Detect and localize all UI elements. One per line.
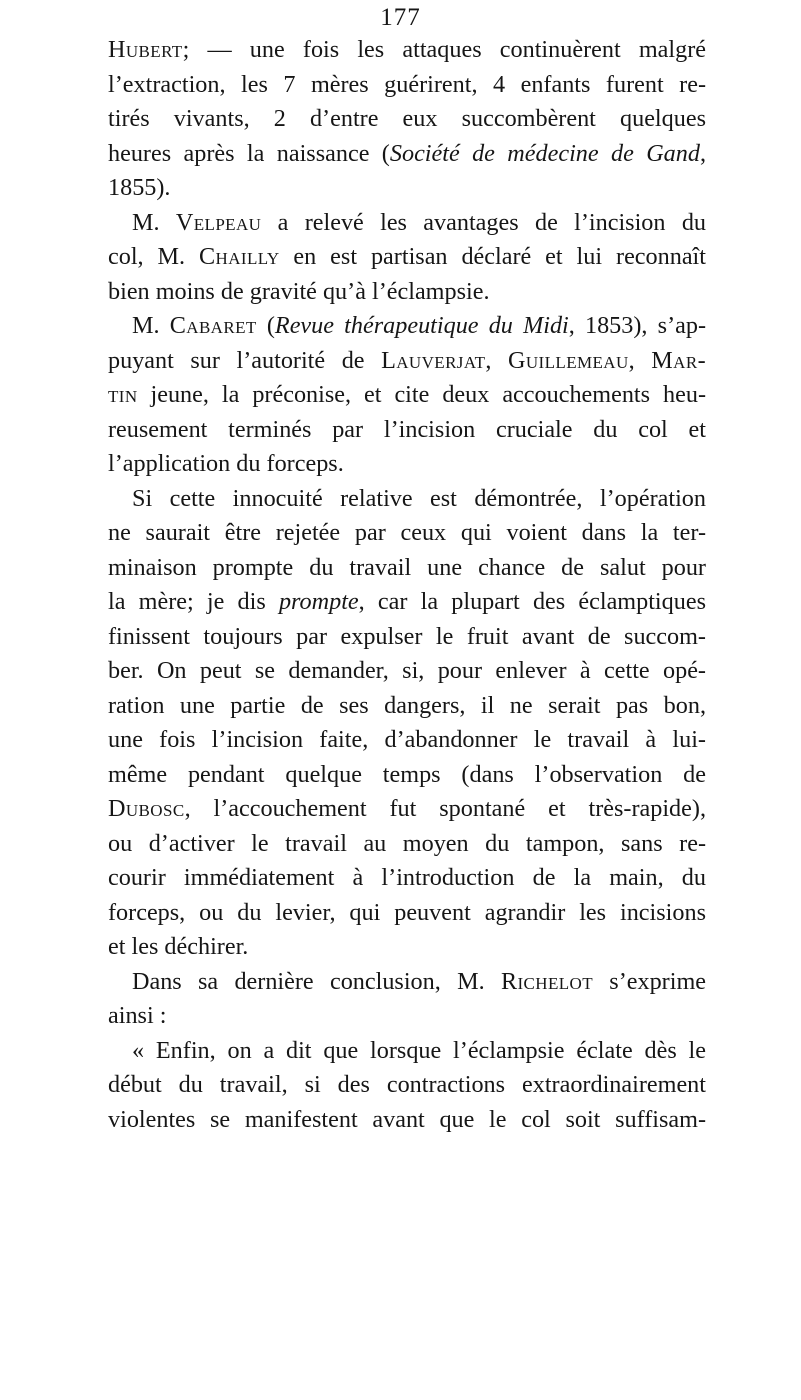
text-line: forceps, ou du levier, qui peuvent agrandir les incisions: [108, 898, 706, 926]
text-line: même pendant quelque temps (dans l’observation de: [108, 760, 706, 788]
text-line: Dubosc, l’accouchement fut spontané et très-rapide),: [108, 795, 706, 822]
text-line: violentes se manifestent avant que le col soit suffisam-: [108, 1105, 706, 1133]
text-line: tin jeune, la préconise, et cite deux accouchements heu-: [108, 381, 706, 408]
journal-title: Société de médecine de Gand: [389, 139, 700, 167]
text-line: col, M. Chailly en est partisan déclaré et lui reconnaît: [108, 243, 706, 270]
text-line: ration une partie de ses dangers, il ne serait pas bon,: [108, 691, 706, 719]
author-name: tin: [108, 381, 138, 408]
text-line: Hubert; — une fois les attaques continuèrent malgré: [108, 36, 706, 63]
paragraph-start-line: Dans sa dernière conclusion, M. Richelot s’exprime: [132, 967, 706, 995]
author-name: Mar-: [651, 346, 707, 374]
text-line: ou d’activer le travail au moyen du tampon, sans re-: [108, 829, 706, 857]
paragraph-start-line: Si cette innocuité relative est démontrée, l’opération: [132, 484, 706, 512]
author-name: Richelot: [500, 967, 593, 995]
author-name: Velpeau: [175, 208, 262, 236]
text-line: ainsi :: [108, 1002, 167, 1029]
text-line: reusement terminés par l’incision cruciale du col et: [108, 415, 706, 443]
author-name: Lauverjat: [381, 346, 486, 374]
body-text: [108, 33, 706, 1137]
author-name: Cabaret: [169, 312, 257, 339]
text-line: l’extraction, les 7 mères guérirent, 4 enfants furent re-: [108, 70, 706, 98]
journal-title: Revue thérapeutique du Midi: [274, 312, 569, 339]
text-line: l’application du forceps.: [108, 450, 344, 477]
text-line: finissent toujours par expulser le fruit avant de succom-: [108, 622, 706, 650]
author-name: Dubosc: [108, 795, 185, 822]
text-line: une fois l’incision faite, d’abandonner le travail à lui-: [108, 726, 706, 753]
text-line: bien moins de gravité qu’à l’éclampsie.: [108, 277, 490, 305]
text-line: la mère; je dis prompte, car la plupart des éclamptiques: [108, 588, 706, 615]
text-line: et les déchirer.: [108, 933, 249, 960]
text-line: minaison prompte du travail une chance de salut pour: [108, 553, 706, 581]
text-line: heures après la naissance (Société de médecine de Gand,: [108, 139, 706, 167]
author-name: Guillemeau: [508, 346, 629, 374]
emphasis: prompte: [278, 588, 359, 615]
text-line: ne saurait être rejetée par ceux qui voient dans la ter-: [108, 519, 706, 546]
author-name: Chailly: [199, 243, 280, 270]
page-number: 177: [380, 4, 421, 31]
paragraph-start-line: M. Cabaret (Revue thérapeutique du Midi, 1853), s’ap-: [132, 312, 707, 339]
text-line: ber. On peut se demander, si, pour enlever à cette opé-: [108, 657, 706, 684]
text-line: tirés vivants, 2 d’entre eux succombèrent quelques: [108, 105, 706, 132]
quote-start-line: « Enfin, on a dit que lorsque l’éclampsie éclate dès le: [132, 1036, 706, 1064]
author-name: Hubert: [108, 36, 183, 63]
text-line: début du travail, si des contractions extraordinairement: [108, 1071, 706, 1098]
text-line: 1855).: [108, 174, 171, 201]
paragraph-start-line: M. Velpeau a relevé les avantages de l’incision du: [132, 208, 707, 236]
text-line: courir immédiatement à l’introduction de la main, du: [108, 864, 706, 891]
text-line: puyant sur l’autorité de Lauverjat, Guillemeau, Mar-: [108, 346, 707, 374]
